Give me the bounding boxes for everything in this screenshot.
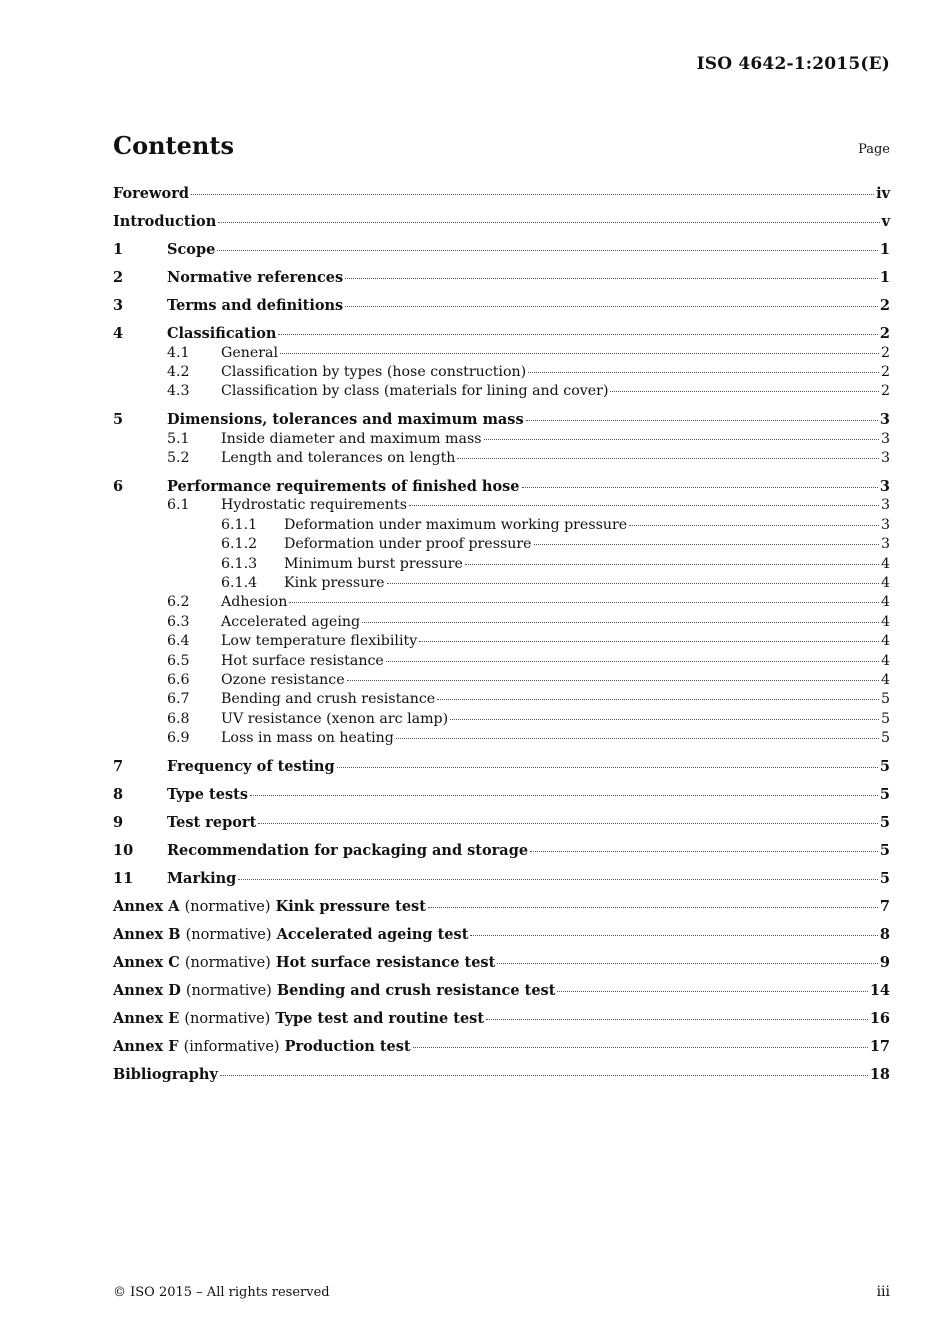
- dot-leader: [362, 622, 879, 623]
- toc-entry-page: 3: [880, 430, 890, 447]
- toc-entry-page: 5: [879, 842, 890, 860]
- toc-entry[interactable]: [113, 556, 890, 575]
- toc-entry-page: 4: [880, 613, 890, 630]
- annex-type: (normative): [185, 983, 272, 1000]
- toc-entry-title: Length and tolerances on length: [221, 450, 456, 467]
- annex-label: Annex E: [113, 1010, 180, 1028]
- toc-entry-page: 4: [880, 594, 890, 611]
- toc-entry-number: 6.3: [167, 613, 190, 630]
- toc-entry[interactable]: [113, 269, 890, 289]
- toc-entry[interactable]: [113, 185, 890, 205]
- toc-entry-title: [113, 954, 495, 971]
- annex-type: (normative): [184, 899, 271, 916]
- toc-entry-title: Test report: [167, 814, 257, 832]
- toc-entry-number: 5.2: [167, 450, 190, 467]
- toc-entry-title: Classification by class (materials for lining and cover): [221, 383, 609, 400]
- dot-leader: [337, 767, 878, 768]
- dot-leader: [220, 1075, 868, 1076]
- toc-entry-number: 6.8: [167, 710, 190, 727]
- toc-entry[interactable]: [113, 411, 890, 431]
- toc-entry[interactable]: [113, 926, 890, 946]
- dot-leader: [528, 372, 879, 373]
- annex-label: Annex A: [113, 898, 180, 916]
- toc-entry-number: 5: [113, 411, 124, 429]
- toc-entry[interactable]: [113, 594, 890, 613]
- toc-entry[interactable]: [113, 1066, 890, 1086]
- toc-entry-number: 4.3: [167, 383, 190, 400]
- toc-entry[interactable]: [113, 345, 890, 364]
- toc-entry-page: 5: [879, 786, 890, 804]
- toc-entry-page: 3: [879, 411, 890, 429]
- toc-entry-page: 16: [869, 1010, 890, 1028]
- toc-entry-title: General: [221, 344, 279, 361]
- toc-entry[interactable]: [113, 672, 890, 691]
- toc-entry-page: 4: [880, 575, 890, 592]
- toc-entry[interactable]: [113, 575, 890, 594]
- annex-type: (normative): [184, 1011, 271, 1028]
- toc-entry[interactable]: [113, 1010, 890, 1030]
- annex-title: Bending and crush resistance test: [276, 982, 556, 1000]
- toc-entry-page: 4: [880, 555, 890, 572]
- toc-entry-title: Classification by types (hose construction): [221, 363, 527, 380]
- toc-entry-title: [113, 898, 426, 915]
- toc-entry-page: 3: [880, 536, 890, 553]
- toc-entry-page: 4: [880, 652, 890, 669]
- dot-leader: [217, 250, 878, 251]
- annex-title: Kink pressure test: [275, 898, 426, 916]
- toc-entry[interactable]: [113, 758, 890, 778]
- toc-entry-title: [113, 982, 555, 999]
- toc-entry-page: 7: [879, 898, 890, 916]
- toc-entry-title: Adhesion: [221, 594, 288, 611]
- toc-entry-title: Accelerated ageing: [221, 613, 361, 630]
- toc-entry-title: Classification: [167, 325, 277, 342]
- toc-entry-page: 17: [869, 1038, 890, 1056]
- annex-title: Accelerated ageing test: [276, 926, 469, 944]
- toc-entry-title: Type tests: [167, 786, 248, 804]
- dot-leader: [437, 699, 879, 700]
- toc-entry-page: 2: [880, 363, 890, 380]
- toc-entry[interactable]: [113, 517, 890, 536]
- toc-entry-number: 6.6: [167, 671, 190, 688]
- toc-entry-number: 6.1.3: [221, 555, 258, 572]
- dot-leader: [347, 680, 879, 681]
- toc-entry[interactable]: [113, 325, 890, 345]
- toc-entry-page: 18: [869, 1066, 890, 1084]
- toc-entry-page: 2: [880, 383, 890, 400]
- toc-entry[interactable]: [113, 383, 890, 402]
- toc-entry-page: 14: [869, 982, 890, 1000]
- dot-leader: [387, 583, 879, 584]
- toc-entry-page: 5: [880, 691, 890, 708]
- dot-leader: [522, 487, 878, 488]
- annex-label: Annex F: [113, 1038, 179, 1056]
- toc-entry-page: 9: [879, 954, 890, 972]
- toc-entry-number: 8: [113, 786, 124, 804]
- toc-entry[interactable]: [113, 478, 890, 498]
- toc-entry-title: Bending and crush resistance: [221, 691, 436, 708]
- annex-type: (normative): [185, 927, 272, 944]
- dot-leader: [280, 353, 879, 354]
- dot-leader: [419, 641, 879, 642]
- annex-title: Hot surface resistance test: [275, 954, 496, 972]
- table-of-contents: [113, 185, 890, 1086]
- annex-type: (normative): [184, 955, 271, 972]
- toc-entry[interactable]: [113, 450, 890, 469]
- toc-entry-number: 10: [113, 842, 134, 860]
- toc-entry-title: [113, 1010, 484, 1027]
- dot-leader: [486, 1019, 868, 1020]
- annex-type: (informative): [183, 1039, 280, 1056]
- dot-leader: [557, 991, 867, 992]
- toc-entry-title: Inside diameter and maximum mass: [221, 430, 482, 447]
- toc-entry-number: 6.1: [167, 497, 190, 514]
- toc-entry[interactable]: [113, 814, 890, 834]
- toc-entry[interactable]: [113, 653, 890, 672]
- dot-leader: [534, 544, 879, 545]
- toc-entry-number: 6.1.2: [221, 536, 258, 553]
- toc-entry-page: 5: [880, 730, 890, 747]
- toc-entry-title: Scope: [167, 241, 216, 258]
- toc-entry-title: [113, 1038, 411, 1055]
- toc-entry-title: Recommendation for packaging and storage: [167, 842, 529, 860]
- page-number: iii: [876, 1284, 890, 1300]
- toc-entry-page: 3: [879, 477, 890, 495]
- toc-entry-title: Normative references: [167, 269, 344, 286]
- toc-entry-title: Deformation under proof pressure: [284, 536, 532, 553]
- annex-label: Annex B: [113, 926, 181, 944]
- toc-entry-number: 6.9: [167, 730, 190, 747]
- toc-entry-title: [113, 926, 468, 943]
- toc-entry[interactable]: [113, 691, 890, 710]
- toc-entry[interactable]: [113, 614, 890, 633]
- toc-entry-number: 1: [113, 241, 124, 258]
- toc-entry[interactable]: [113, 633, 890, 652]
- toc-entry[interactable]: [113, 954, 890, 974]
- copyright-notice: © ISO 2015 – All rights reserved: [113, 1285, 330, 1300]
- toc-entry-number: 6: [113, 477, 124, 495]
- toc-entry-number: 4.2: [167, 363, 190, 380]
- toc-entry[interactable]: [113, 213, 890, 233]
- dot-leader: [386, 661, 879, 662]
- dot-leader: [484, 439, 879, 440]
- toc-entry-number: 6.4: [167, 633, 190, 650]
- toc-entry[interactable]: [113, 297, 890, 317]
- dot-leader: [470, 935, 878, 936]
- toc-entry-number: 5.1: [167, 430, 190, 447]
- toc-entry[interactable]: [113, 241, 890, 261]
- toc-entry-number: 6.1.1: [221, 516, 258, 533]
- page-title: Contents: [113, 131, 234, 160]
- toc-entry-page: iv: [876, 185, 890, 202]
- toc-entry-page: 5: [879, 814, 890, 832]
- toc-entry-number: 3: [113, 297, 124, 314]
- toc-entry-page: 1: [879, 241, 890, 258]
- dot-leader: [465, 564, 879, 565]
- toc-entry-title: Performance requirements of finished hose: [167, 477, 520, 495]
- dot-leader: [428, 907, 878, 908]
- toc-entry-title: Kink pressure: [284, 575, 385, 592]
- toc-entry-title: Ozone resistance: [221, 671, 345, 688]
- toc-entry-title: Introduction: [113, 213, 217, 230]
- dot-leader: [409, 505, 879, 506]
- dot-leader: [450, 719, 879, 720]
- toc-entry[interactable]: [113, 870, 890, 890]
- toc-entry-page: 3: [880, 450, 890, 467]
- toc-entry-number: 6.5: [167, 652, 190, 669]
- toc-entry-number: 6.2: [167, 594, 190, 611]
- toc-entry[interactable]: [113, 1038, 890, 1058]
- toc-entry-page: 8: [879, 926, 890, 944]
- toc-entry[interactable]: [113, 786, 890, 806]
- dot-leader: [457, 458, 879, 459]
- toc-entry-page: 5: [879, 870, 890, 888]
- dot-leader: [629, 525, 879, 526]
- page-column-label: Page: [858, 142, 890, 157]
- toc-entry[interactable]: [113, 536, 890, 555]
- dot-leader: [530, 851, 878, 852]
- dot-leader: [497, 963, 878, 964]
- toc-entry-page: 5: [879, 758, 890, 776]
- toc-entry[interactable]: [113, 730, 890, 749]
- toc-entry-page: 2: [880, 344, 890, 361]
- toc-entry-title: Frequency of testing: [167, 758, 335, 776]
- dot-leader: [289, 602, 879, 603]
- dot-leader: [396, 738, 879, 739]
- toc-entry[interactable]: [113, 497, 890, 516]
- toc-entry-number: 11: [113, 870, 134, 888]
- toc-entry-title: Marking: [167, 870, 237, 888]
- toc-entry-title: Deformation under maximum working pressure: [284, 516, 628, 533]
- toc-entry-title: Bibliography: [113, 1066, 218, 1084]
- toc-entry-page: 3: [880, 516, 890, 533]
- toc-entry[interactable]: [113, 982, 890, 1002]
- toc-entry-page: 5: [880, 710, 890, 727]
- dot-leader: [413, 1047, 868, 1048]
- toc-entry-number: 6.7: [167, 691, 190, 708]
- toc-entry-page: 3: [880, 497, 890, 514]
- toc-entry-page: 2: [879, 325, 890, 342]
- dot-leader: [218, 222, 879, 223]
- toc-entry-page: v: [881, 213, 890, 230]
- toc-entry-title: Dimensions, tolerances and maximum mass: [167, 411, 524, 429]
- dot-leader: [191, 194, 874, 195]
- toc-entry[interactable]: [113, 842, 890, 862]
- annex-title: Type test and routine test: [275, 1010, 485, 1028]
- annex-title: Production test: [284, 1038, 411, 1056]
- toc-entry-number: 7: [113, 758, 124, 776]
- toc-entry[interactable]: [113, 364, 890, 383]
- dot-leader: [345, 278, 878, 279]
- toc-entry-title: Minimum burst pressure: [284, 555, 463, 572]
- document-identifier: ISO 4642-1:2015(E): [696, 54, 890, 74]
- toc-entry[interactable]: [113, 898, 890, 918]
- toc-entry-title: Low temperature flexibility: [221, 633, 418, 650]
- toc-entry-number: 6.1.4: [221, 575, 258, 592]
- toc-entry-title: Hydrostatic requirements: [221, 497, 408, 514]
- toc-entry-title: Hot surface resistance: [221, 652, 384, 669]
- dot-leader: [238, 879, 878, 880]
- toc-entry-title: Terms and definitions: [167, 297, 344, 314]
- toc-entry-number: 4.1: [167, 344, 190, 361]
- dot-leader: [526, 420, 878, 421]
- toc-entry[interactable]: [113, 711, 890, 730]
- toc-entry-page: 4: [880, 633, 890, 650]
- dot-leader: [250, 795, 878, 796]
- toc-entry-title: UV resistance (xenon arc lamp): [221, 710, 449, 727]
- toc-entry-page: 2: [879, 297, 890, 314]
- toc-entry-page: 4: [880, 671, 890, 688]
- annex-label: Annex C: [113, 954, 180, 972]
- toc-entry-number: 4: [113, 325, 124, 342]
- dot-leader: [610, 391, 878, 392]
- annex-label: Annex D: [113, 982, 181, 1000]
- toc-entry-number: 2: [113, 269, 124, 286]
- toc-entry-title: Foreword: [113, 185, 189, 202]
- dot-leader: [258, 823, 878, 824]
- dot-leader: [345, 306, 878, 307]
- toc-entry-number: 9: [113, 814, 124, 832]
- toc-entry-title: Loss in mass on heating: [221, 730, 394, 747]
- toc-entry-page: 1: [879, 269, 890, 286]
- toc-entry[interactable]: [113, 431, 890, 450]
- dot-leader: [278, 334, 877, 335]
